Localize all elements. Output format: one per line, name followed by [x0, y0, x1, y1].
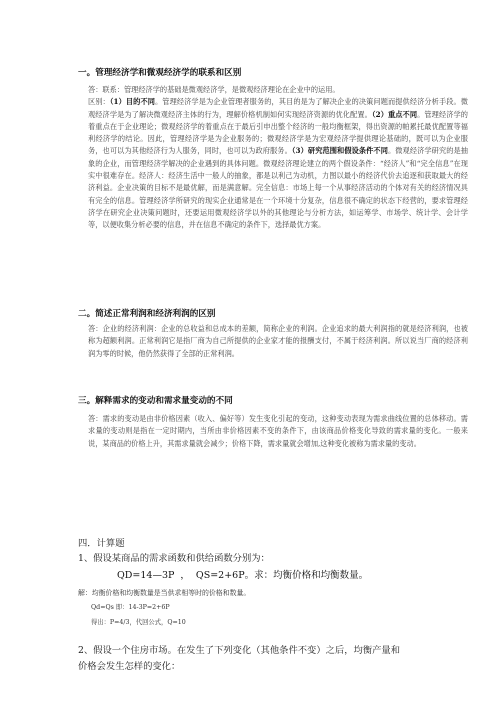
- s1-difference-paragraph: [88, 96, 468, 231]
- section-2-body: 答：企业的经济利润：企业的总收益和总成本的差额，简称企业的利润。企业追求的最大利润指的就是经济利润，也被称为超额利润。正常利润它是指厂商为自己所提供的企业家才能的报酬支付，不属于经济利润。所以说当厂商的经济利润为零的时候，他仍然获得了全部的正常利润。: [88, 324, 468, 358]
- section-heading-3: 三。解释需求的变动和需求量变动的不同: [78, 396, 233, 406]
- point-2-label: （2）重点不同: [371, 109, 418, 119]
- point-3-label: （3）研究范围和假设条件不同: [291, 146, 388, 156]
- solution-result: 得出：P=4/3，代回公式，Q=10: [91, 619, 186, 626]
- supply-function: QS=2+6P: [195, 570, 245, 581]
- point-3-text: 。微观经济学研究的是抽象的企业，而管理经济学解决的企业遇到的具体问题。微观经济理论建立的两个假设条件：“经济人”和“完全信息”在现实中很难存在。经济人：经济生活中一般人的抽象，都是以利己为动机，力图以最小的经济代价去追逐和获取最大的经济利益。企业决策的目标不是最优解，而是满意解。完全信息：市场上每一个从事经济活动的个体对有关的经济情况具有完全的信息。管理经济学所研究的现实企业通常是在一个环境十分复杂，信息很不确定的状态下经营的，要求管理经济学在研究企业决策问题时，还要运用微观经济学以外的其他理论与分析方法，如运筹学、市场学、统计学、会计学等，以便收集分析必要的信息，并在信息不确定的条件下，选择最优方案。: [88, 146, 468, 230]
- point-2-text: 。管理经济学的着重点在于企业理论；微观经济学的着重点在于最后引申出整个经济的一般均衡框架，得出资源的帕累托最优配置等福利经济学的结论。因此，管理经济学是为企业服务的；微观经济学是为宏观经济学提供理论基础的，既可以为企业服务，也可以为其他经济行为人服务，同时，也可以为政府服务。: [88, 109, 468, 156]
- section-heading-4: 四．计算题: [78, 538, 125, 549]
- point-1-text: 。管理经济学是为企业管理者服务的，其目的是为了解决企业的决策问题而提供经济分析手段。微观经济学是为了解决微观经济主体的行为，理解价格机制如何实现经济资源的优化配置。: [88, 97, 468, 119]
- solution-line: 解：均衡价格和均衡数量是当供求相等时的价格和数量。: [78, 589, 251, 597]
- section-heading-1: 一。管理经济学和微观经济学的联系和区别: [78, 68, 242, 78]
- equation-separator: ，: [180, 570, 190, 581]
- equation-line: [117, 567, 368, 581]
- section-3-body: 答：需求的变动是由非价格因素（收入、偏好等）发生变化引起的变动，这种变动表现为需求曲线位置的总体移动。需求量的变动则是指在一定时期内，当所由非价格因素不变的条件下，由该商品价格变化导致的需求量的变化。一般来说，某商品的价格上升，其需求量就会减少；价格下降，需求量就会增加,这种变化被称为需求量的变动。: [88, 414, 468, 448]
- question-2-line-1: 2、假设一个住房市场。在发生了下列变化（其他条件不变）之后，均衡产量和: [78, 645, 401, 656]
- s1-answer-line: 答：联系：管理经济学的基础是微观经济学，是微观经济理论在企业中的运用。: [88, 85, 340, 94]
- section-heading-2: 二。简述正常利润和经济利润的区别: [78, 309, 216, 319]
- diff-prefix: 区别：: [88, 97, 110, 107]
- point-1-label: （1）目的不同: [109, 97, 156, 107]
- question-1: 1、假设某商品的需求函数和供给函数分别为：: [78, 553, 270, 564]
- equation-question: 。求：均衡价格和均衡数量。: [244, 570, 369, 581]
- solution-equation: Qd=Qs 即：14-3P=2+6P: [91, 604, 170, 611]
- question-2-line-2: 价格会发生怎样的变化：: [78, 661, 181, 672]
- section-1-body: [88, 84, 468, 232]
- demand-function: QD=14—3P: [117, 570, 175, 581]
